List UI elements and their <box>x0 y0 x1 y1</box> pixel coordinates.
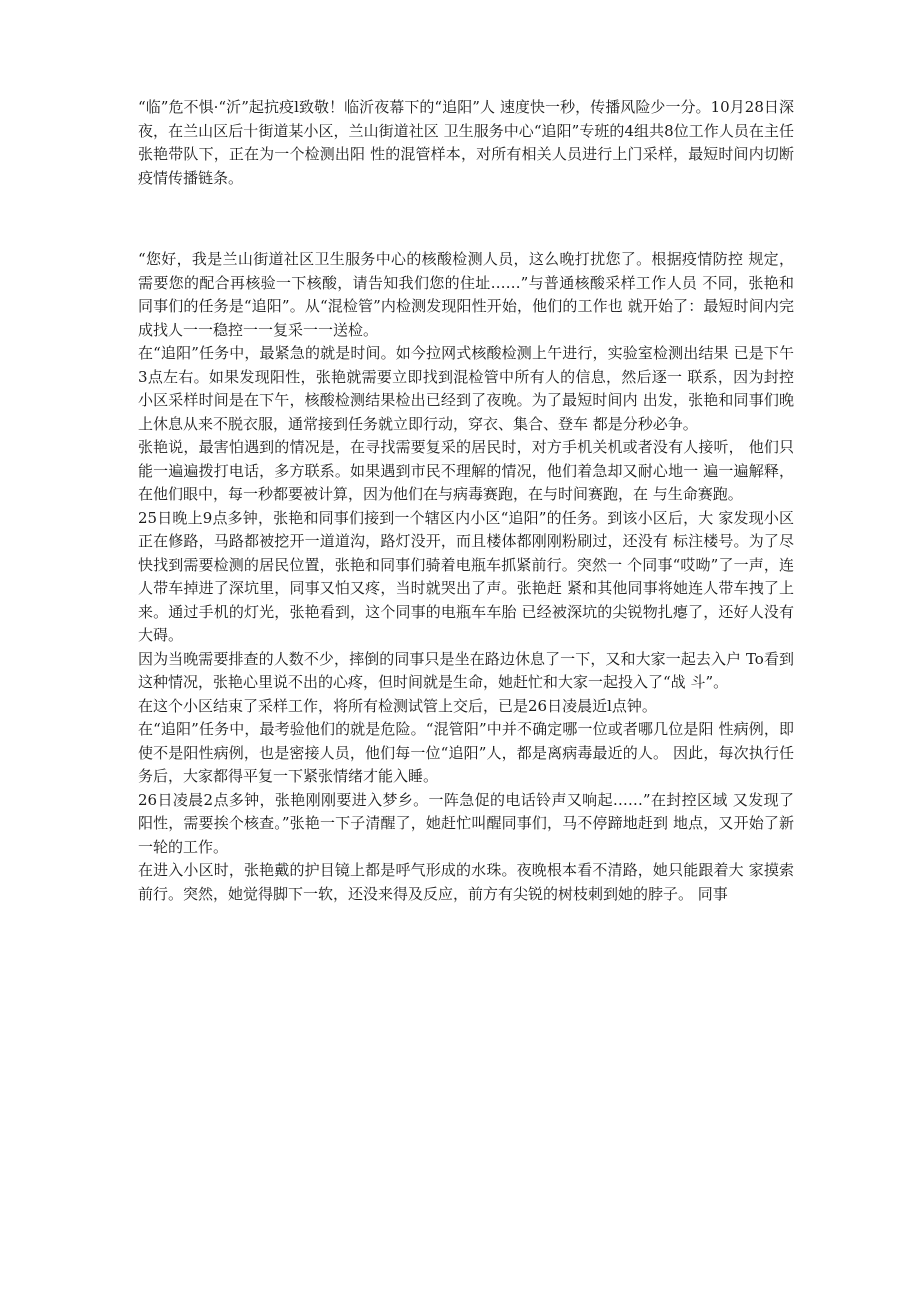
paragraph: 因为当晚需要排查的人数不少，摔倒的同事只是坐在路边休息了一下，又和大家一起去入户 To看到这种情况，张艳心里说不出的心疼，但时间就是生命，她赶忙和大家一起投入了“战 斗”。 <box>138 649 794 691</box>
paragraph: 在“追阳”任务中，最考验他们的就是危险。“混管阳”中并不确定哪一位或者哪几位是阳 性病例，即使不是阳性病例，也是密接人员，他们每一位“追阳”人，都是离病毒最近的人。 因此，每次执行任务后，大家都得平复一下紧张情绪才能入睡。 <box>138 720 794 785</box>
paragraph: 在这个小区结束了采样工作，将所有检测试管上交后，已是26日凌晨近l点钟。 <box>138 696 657 715</box>
paragraph: 在“追阳”任务中，最紧急的就是时间。如今拉网式核酸检测上午进行，实验室检测出结果 已是下午3点左右。如果发现阳性，张艳就需要立即找到混检管中所有人的信息，然后逐一 联系，因为封控小区采样时间是在下午，核酸检测结果检出已经到了夜晚。为了最短时间内 出发，张艳和同事们晚上休息从来不脱衣服，通常接到任务就立即行动，穿衣、集合、登车 都是分秒必争。 <box>138 344 794 433</box>
paragraph: 在进入小区时，张艳戴的护目镜上都是呼气形成的水珠。夜晚根本看不清路，她只能跟着大 家摸索前行。突然，她觉得脚下一软，还没来得及反应，前方有尖锐的树枝刺到她的脖子。 同事 <box>138 861 794 903</box>
paragraph: 张艳说，最害怕遇到的情况是，在寻找需要复采的居民时，对方手机关机或者没有人接听， 他们只能一遍遍拨打电话，多方联系。如果遇到市民不理解的情况，他们着急却又耐心地一 遍一遍解释，在他们眼中，每一秒都要被计算，因为他们在与病毒赛跑，在与时间赛跑，在 与生命赛跑。 <box>138 438 794 503</box>
paragraph: 26日凌晨2点多钟，张艳刚刚要进入梦乡。一阵急促的电话铃声又响起……”在封控区域 又发现了阳性，需要挨个核查。”张艳一下子清醒了，她赶忙叫醒同事们，马不停蹄地赶到 地点，又开始了新一轮的工作。 <box>138 790 794 856</box>
paragraph: 25日晚上9点多钟，张艳和同事们接到一个辖区内小区“追阳”的任务。到该小区后，大 家发现小区正在修路，马路都被挖开一道道沟，路灯没开，而且楼体都刚刚粉刷过，还没有 标注楼号。为了尽快找到需要检测的居民位置，张艳和同事们骑着电瓶车抓紧前行。突然一 个同事“哎呦”了一声，连人带车掉进了深坑里，同事又怕又疼，当时就哭出了声。张艳赶 紧和其他同事将她连人带车拽了上来。通过手机的灯光，张艳看到，这个同事的电瓶车车胎 已经被深坑的尖锐物扎瘪了，还好人没有大碍。 <box>138 508 794 644</box>
paragraph: “临”危不惧·“沂”起抗疫l致敬！临沂夜幕下的“追阳”人 速度快一秒，传播风险少一分。10月28日深夜，在兰山区后十街道某小区，兰山街道社区 卫生服务中心“追阳”专班的4组共8位工作人员在主任张艳带队下，正在为一个检测出阳 性的混管样本，对所有相关人员进行上门采样，最短时间内切断疫情传播链条。 <box>138 98 794 187</box>
paragraph: “您好，我是兰山街道社区卫生服务中心的核酸检测人员，这么晚打扰您了。根据疫情防控 规定，需要您的配合再核验一下核酸，请告知我们您的住址……”与普通核酸采样工作人员 不同，张艳和同事们的任务是“追阳”。从“混检管”内检测发现阳性开始，他们的工作也 就开始了：最短时间内完成找人一一稳控一一复采一一送检。 <box>138 250 794 339</box>
document-body <box>138 96 794 906</box>
